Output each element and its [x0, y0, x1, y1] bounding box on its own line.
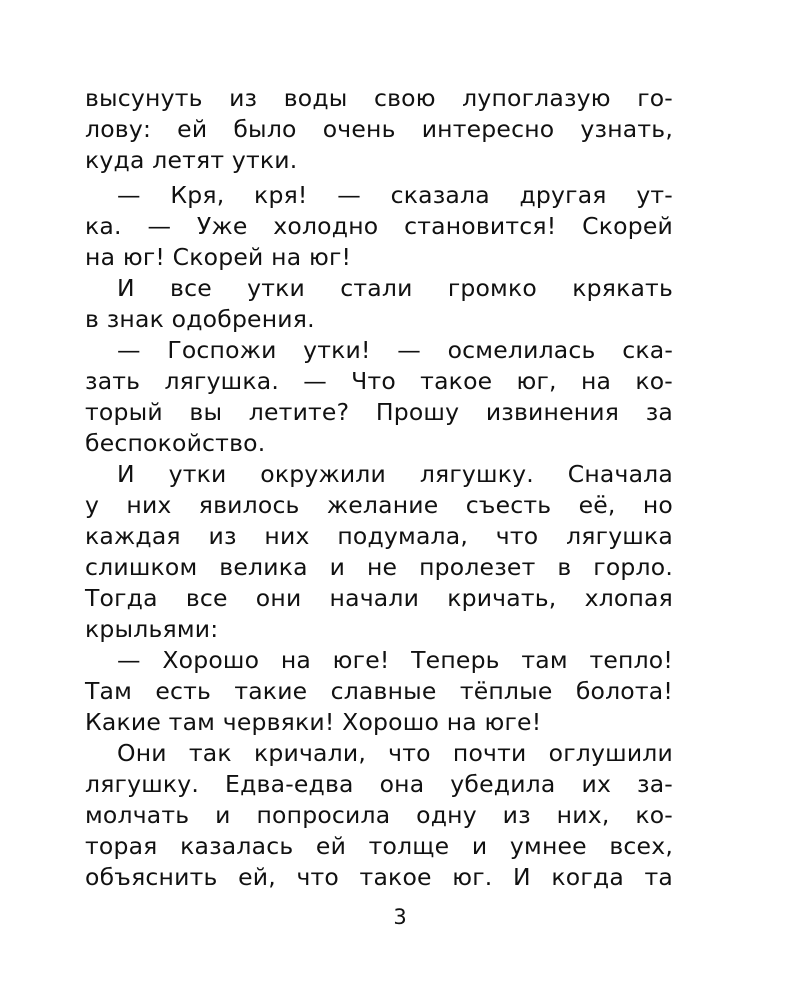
- text-line: высунуть из воды свою лупоглазую го-: [85, 84, 673, 112]
- text-line: И все утки стали громко крякать: [117, 274, 673, 302]
- text-line: объяснить ей, что такое юг. И когда та: [85, 863, 673, 891]
- text-line: — Госпожи утки! — осмелилась ска-: [117, 336, 673, 364]
- text-block: [85, 83, 673, 983]
- text-line: в знак одобрения.: [85, 305, 315, 333]
- text-line: беспокойство.: [85, 429, 266, 457]
- text-line: на юг! Скорей на юг!: [85, 243, 352, 271]
- text-line: зать лягушка. — Что такое юг, на ко-: [85, 367, 673, 395]
- text-line: Какие там червяки! Хорошо на юге!: [85, 708, 542, 736]
- text-line: каждая из них подумала, что лягушка: [85, 522, 673, 550]
- text-line: молчать и попросила одну из них, ко-: [85, 801, 673, 829]
- text-line: Там есть такие славные тёплые болота!: [85, 677, 673, 705]
- text-line: ка. — Уже холодно становится! Скорей: [85, 212, 673, 240]
- text-line: слишком велика и не пролезет в горло.: [85, 553, 673, 581]
- text-line: Тогда все они начали кричать, хлопая: [85, 584, 673, 612]
- text-line: крыльями:: [85, 615, 219, 643]
- text-line: лову: ей было очень интересно узнать,: [85, 115, 673, 143]
- text-line: И утки окружили лягушку. Сначала: [117, 460, 673, 488]
- text-line: — Кря, кря! — сказала другая ут-: [117, 181, 673, 209]
- text-line: у них явилось желание съесть её, но: [85, 491, 673, 519]
- text-line: торая казалась ей толще и умнее всех,: [85, 832, 673, 860]
- text-line: Они так кричали, что почти оглушили: [117, 739, 673, 767]
- text-line: — Хорошо на юге! Теперь там тепло!: [117, 646, 673, 674]
- text-line: лягушку. Едва-едва она убедила их за-: [85, 770, 673, 798]
- page-number: 3: [393, 905, 407, 929]
- text-line: куда летят утки.: [85, 146, 298, 174]
- text-line: торый вы летите? Прошу извинения за: [85, 398, 673, 426]
